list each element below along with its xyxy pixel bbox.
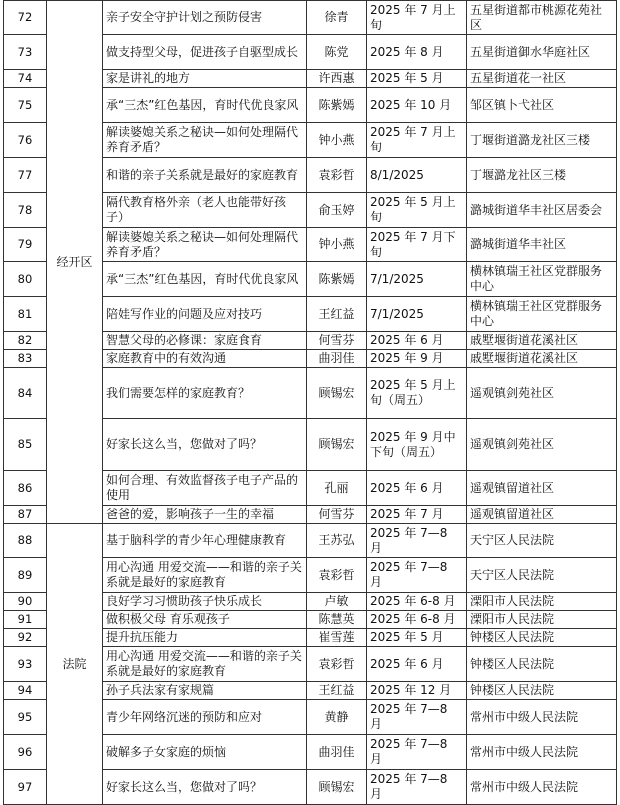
venue: 天宁区人民法院 [467, 524, 617, 558]
lecture-date: 2025 年 9 月 [367, 350, 467, 368]
lecture-topic: 好家长这么当，您做对了吗？ [103, 419, 307, 471]
row-number: 90 [4, 593, 47, 611]
lecture-topic: 提升抗压能力 [103, 629, 307, 647]
lecture-date: 2025 年 7 月上旬 [367, 1, 467, 35]
speaker-name: 袁彩哲 [307, 158, 367, 193]
row-number: 85 [4, 419, 47, 471]
lecture-topic: 用心沟通 用爱交流——和谐的亲子关系就是最好的家庭教育 [103, 558, 307, 593]
speaker-name: 顾锡宏 [307, 368, 367, 419]
venue: 遥观镇留道社区 [467, 471, 617, 506]
district-cell: 经开区 [47, 1, 103, 524]
row-number: 75 [4, 88, 47, 123]
row-number: 91 [4, 611, 47, 629]
venue: 遥观镇剑苑社区 [467, 368, 617, 419]
speaker-name: 陈慧英 [307, 611, 367, 629]
lecture-date: 2025 年 7 月下旬 [367, 228, 467, 262]
lecture-date: 2025 年 7—8 月 [367, 524, 467, 558]
venue: 潞城街道华丰社区 [467, 228, 617, 262]
lecture-date: 2025 年 7—8 月 [367, 700, 467, 735]
lecture-topic: 隔代教育格外亲（老人也能带好孩子） [103, 193, 307, 228]
venue: 钟楼区人民法院 [467, 629, 617, 647]
lecture-topic: 亲子安全守护计划之预防侵害 [103, 1, 307, 35]
lecture-topic: 我们需要怎样的家庭教育？ [103, 368, 307, 419]
speaker-name: 钟小燕 [307, 123, 367, 158]
row-number: 83 [4, 350, 47, 368]
speaker-name: 卢敏 [307, 593, 367, 611]
speaker-name: 徐青 [307, 1, 367, 35]
row-number: 93 [4, 647, 47, 682]
lecture-date: 2025 年 8 月 [367, 35, 467, 70]
lecture-topic: 智慧父母的必修课：家庭食育 [103, 332, 307, 350]
lecture-topic: 用心沟通 用爱交流——和谐的亲子关系就是最好的家庭教育 [103, 647, 307, 682]
lecture-topic: 解读婆媳关系之秘诀—如何处理隔代养育矛盾？ [103, 228, 307, 262]
lecture-date: 2025 年 7—8 月 [367, 735, 467, 770]
lecture-topic: 陪娃写作业的问题及应对技巧 [103, 297, 307, 332]
row-number: 72 [4, 1, 47, 35]
venue: 戚墅堰街道花溪社区 [467, 332, 617, 350]
speaker-name: 陈紫嫣 [307, 262, 367, 297]
row-number: 78 [4, 193, 47, 228]
lecture-topic: 基于脑科学的青少年心理健康教育 [103, 524, 307, 558]
row-number: 81 [4, 297, 47, 332]
venue: 溧阳市人民法院 [467, 593, 617, 611]
speaker-name: 俞玉婷 [307, 193, 367, 228]
row-number: 92 [4, 629, 47, 647]
lecture-topic: 如何合理、有效监督孩子电子产品的使用 [103, 471, 307, 506]
lecture-date: 2025 年 6 月 [367, 471, 467, 506]
row-number: 77 [4, 158, 47, 193]
lecture-topic: 和谐的亲子关系就是最好的家庭教育 [103, 158, 307, 193]
venue: 遥观镇剑苑社区 [467, 419, 617, 471]
lecture-date: 2025 年 5 月上旬 [367, 193, 467, 228]
row-number: 97 [4, 770, 47, 805]
speaker-name: 崔雪莲 [307, 629, 367, 647]
row-number: 89 [4, 558, 47, 593]
lecture-topic: 承“三杰”红色基因，育时代优良家风 [103, 262, 307, 297]
speaker-name: 陈紫嫣 [307, 88, 367, 123]
lecture-topic: 家庭教育中的有效沟通 [103, 350, 307, 368]
venue: 钟楼区人民法院 [467, 682, 617, 700]
lecture-date: 2025 年 6-8 月 [367, 611, 467, 629]
row-number: 94 [4, 682, 47, 700]
venue: 五星街道花一社区 [467, 70, 617, 88]
lecture-date: 2025 年 5 月 [367, 70, 467, 88]
lecture-date: 2025 年 9 月中下旬（周五） [367, 419, 467, 471]
row-number: 87 [4, 506, 47, 524]
lecture-date: 2025 年 7 月 [367, 506, 467, 524]
row-number: 74 [4, 70, 47, 88]
lecture-topic: 好家长这么当，您做对了吗？ [103, 770, 307, 805]
speaker-name: 曲羽佳 [307, 350, 367, 368]
venue: 天宁区人民法院 [467, 558, 617, 593]
speaker-name: 许西惠 [307, 70, 367, 88]
venue: 溧阳市人民法院 [467, 611, 617, 629]
lecture-topic: 做积极父母 育乐观孩子 [103, 611, 307, 629]
row-number: 96 [4, 735, 47, 770]
speaker-name: 袁彩哲 [307, 647, 367, 682]
row-number: 88 [4, 524, 47, 558]
lecture-date: 2025 年 7—8 月 [367, 770, 467, 805]
venue: 遥观镇留道社区 [467, 506, 617, 524]
row-number: 76 [4, 123, 47, 158]
venue: 丁堰街道潞龙社区三楼 [467, 123, 617, 158]
venue: 钟楼区人民法院 [467, 647, 617, 682]
venue: 横林镇瑞王社区党群服务中心 [467, 297, 617, 332]
speaker-name: 顾锡宏 [307, 770, 367, 805]
schedule-table-body [4, 1, 617, 805]
lecture-date: 2025 年 7 月上旬 [367, 123, 467, 158]
venue: 五星街道御水华庭社区 [467, 35, 617, 70]
speaker-name: 何雪芬 [307, 332, 367, 350]
speaker-name: 袁彩哲 [307, 558, 367, 593]
lecture-date: 2025 年 6-8 月 [367, 593, 467, 611]
schedule-table [3, 0, 617, 805]
lecture-date: 8/1/2025 [367, 158, 467, 193]
speaker-name: 钟小燕 [307, 228, 367, 262]
lecture-date: 2025 年 7—8 月 [367, 558, 467, 593]
lecture-topic: 解读婆媳关系之秘诀—如何处理隔代养育矛盾？ [103, 123, 307, 158]
venue: 横林镇瑞王社区党群服务中心 [467, 262, 617, 297]
lecture-topic: 承“三杰”红色基因，育时代优良家风 [103, 88, 307, 123]
lecture-topic: 孙子兵法家有家规篇 [103, 682, 307, 700]
venue: 戚墅堰街道花溪社区 [467, 350, 617, 368]
district-cell: 法院 [47, 524, 103, 805]
row-number: 95 [4, 700, 47, 735]
lecture-date: 2025 年 5 月上旬（周五） [367, 368, 467, 419]
venue: 常州市中级人民法院 [467, 770, 617, 805]
speaker-name: 王苏弘 [307, 524, 367, 558]
lecture-topic: 家是讲礼的地方 [103, 70, 307, 88]
row-number: 80 [4, 262, 47, 297]
speaker-name: 黄静 [307, 700, 367, 735]
lecture-date: 7/1/2025 [367, 297, 467, 332]
venue: 潞城街道华丰社区居委会 [467, 193, 617, 228]
table-row [4, 524, 617, 558]
row-number: 73 [4, 35, 47, 70]
lecture-topic: 爸爸的爱，影响孩子一生的幸福 [103, 506, 307, 524]
speaker-name: 王红益 [307, 297, 367, 332]
lecture-date: 2025 年 6 月 [367, 647, 467, 682]
row-number: 82 [4, 332, 47, 350]
venue: 常州市中级人民法院 [467, 735, 617, 770]
lecture-date: 7/1/2025 [367, 262, 467, 297]
speaker-name: 陈党 [307, 35, 367, 70]
speaker-name: 何雪芬 [307, 506, 367, 524]
lecture-date: 2025 年 10 月 [367, 88, 467, 123]
row-number: 79 [4, 228, 47, 262]
lecture-date: 2025 年 5 月 [367, 629, 467, 647]
lecture-topic: 做支持型父母，促进孩子自驱型成长 [103, 35, 307, 70]
venue: 五星街道都市桃源花苑社区 [467, 1, 617, 35]
lecture-topic: 良好学习习惯助孩子快乐成长 [103, 593, 307, 611]
lecture-topic: 青少年网络沉迷的预防和应对 [103, 700, 307, 735]
table-row [4, 1, 617, 35]
venue: 丁堰潞龙社区三楼 [467, 158, 617, 193]
row-number: 86 [4, 471, 47, 506]
speaker-name: 曲羽佳 [307, 735, 367, 770]
row-number: 84 [4, 368, 47, 419]
lecture-date: 2025 年 6 月 [367, 332, 467, 350]
speaker-name: 顾锡宏 [307, 419, 367, 471]
speaker-name: 王红益 [307, 682, 367, 700]
venue: 常州市中级人民法院 [467, 700, 617, 735]
speaker-name: 孔丽 [307, 471, 367, 506]
venue: 邹区镇卜弋社区 [467, 88, 617, 123]
lecture-date: 2025 年 12 月 [367, 682, 467, 700]
lecture-topic: 破解多子女家庭的烦恼 [103, 735, 307, 770]
